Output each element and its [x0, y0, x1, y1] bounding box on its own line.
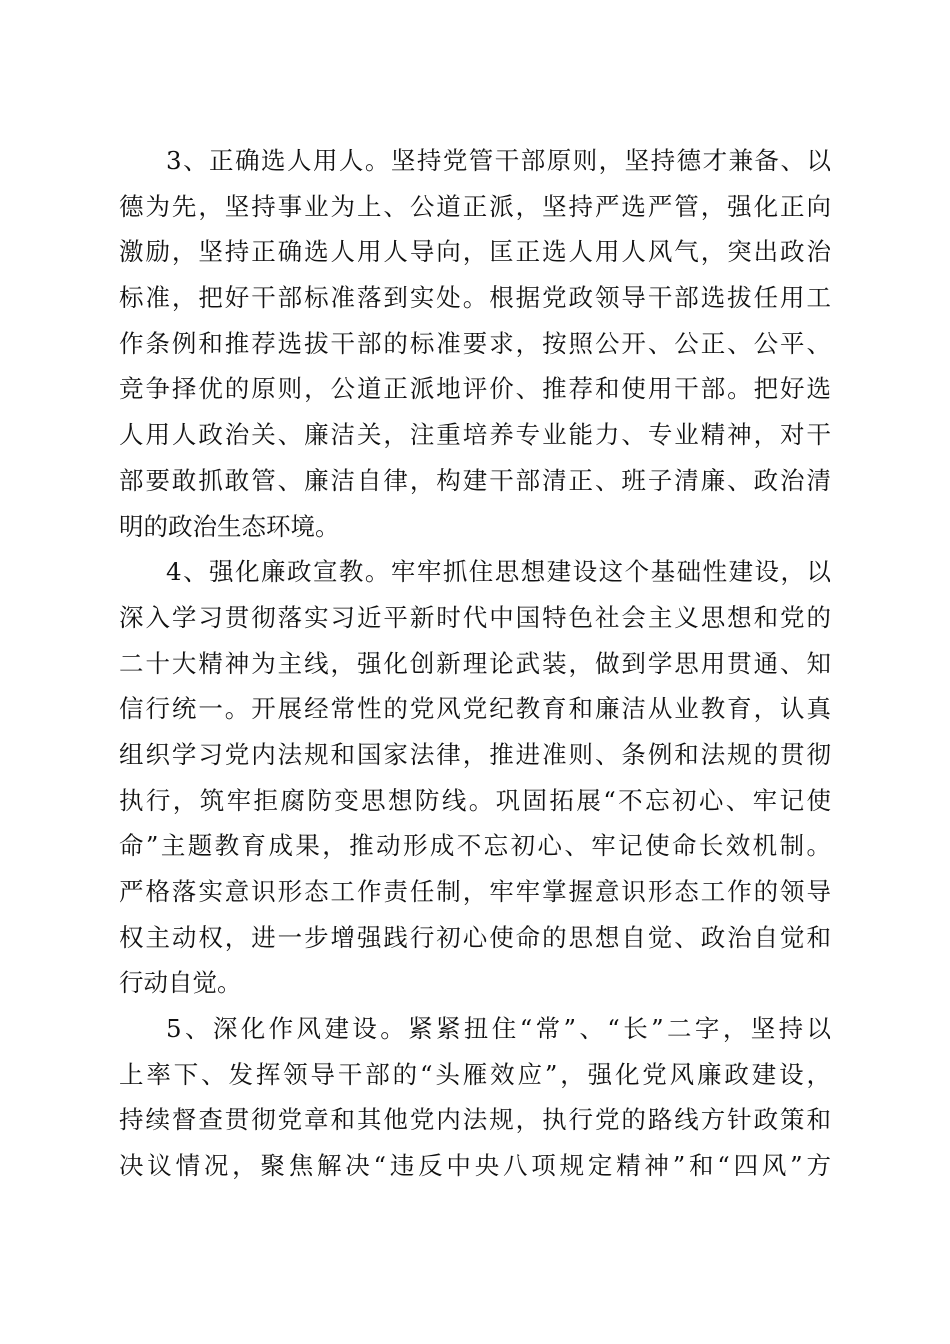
paragraph-line: 行动自觉。 [119, 968, 242, 998]
paragraph-line: 4、强化廉政宣教。牢牢抓住思想建设这个基础性建设，以 [166, 557, 831, 587]
paragraph-line: 信行统一。开展经常性的党风党纪教育和廉洁从业教育，认真 [119, 694, 831, 724]
paragraph-line: 命”主题教育成果，推动形成不忘初心、牢记使命长效机制。 [119, 831, 831, 861]
paragraph-line: 明的政治生态环境。 [119, 511, 340, 541]
paragraph-line: 持续督查贯彻党章和其他党内法规，执行党的路线方针政策和 [119, 1105, 831, 1135]
paragraph-line: 决议情况，聚焦解决“违反中央八项规定精神”和“四风”方 [119, 1151, 831, 1181]
paragraph-line: 组织学习党内法规和国家法律，推进准则、条例和法规的贯彻 [119, 739, 831, 769]
paragraph-line: 德为先，坚持事业为上、公道正派，坚持严选严管，强化正向 [119, 191, 831, 221]
paragraph-line: 上率下、发挥领导干部的“头雁效应”，强化党风廉政建设， [119, 1059, 831, 1089]
paragraph-line: 作条例和推荐选拔干部的标准要求，按照公开、公正、公平、 [119, 328, 831, 358]
paragraph-3-correct-personnel-selection [119, 138, 831, 549]
paragraph-line: 二十大精神为主线，强化创新理论武装，做到学思用贯通、知 [119, 648, 831, 678]
paragraph-4-strengthen-integrity-education [119, 549, 831, 1006]
paragraph-line: 执行，筑牢拒腐防变思想防线。巩固拓展“不忘初心、牢记使 [119, 785, 831, 815]
paragraph-line: 3、正确选人用人。坚持党管干部原则，坚持德才兼备、以 [166, 146, 831, 175]
paragraph-line: 深入学习贯彻落实习近平新时代中国特色社会主义思想和党的 [119, 602, 831, 632]
paragraph-line: 权主动权，进一步增强践行初心使命的思想自觉、政治自觉和 [119, 922, 831, 952]
paragraph-5-deepen-work-style-building [119, 1006, 831, 1189]
paragraph-line: 部要敢抓敢管、廉洁自律，构建干部清正、班子清廉、政治清 [119, 465, 831, 495]
paragraph-line: 激励，坚持正确选人用人导向，匡正选人用人风气，突出政治 [119, 237, 831, 267]
paragraph-line: 标准，把好干部标准落到实处。根据党政领导干部选拔任用工 [119, 283, 831, 313]
paragraph-line: 人用人政治关、廉洁关，注重培养专业能力、专业精神，对干 [119, 420, 831, 450]
paragraph-line: 严格落实意识形态工作责任制，牢牢掌握意识形态工作的领导 [119, 877, 831, 906]
paragraph-line: 5、深化作风建设。紧紧扭住“常”、“长”二字，坚持以 [166, 1014, 831, 1044]
document-body [119, 138, 831, 1189]
paragraph-line: 竞争择优的原则，公道正派地评价、推荐和使用干部。把好选 [119, 374, 831, 404]
